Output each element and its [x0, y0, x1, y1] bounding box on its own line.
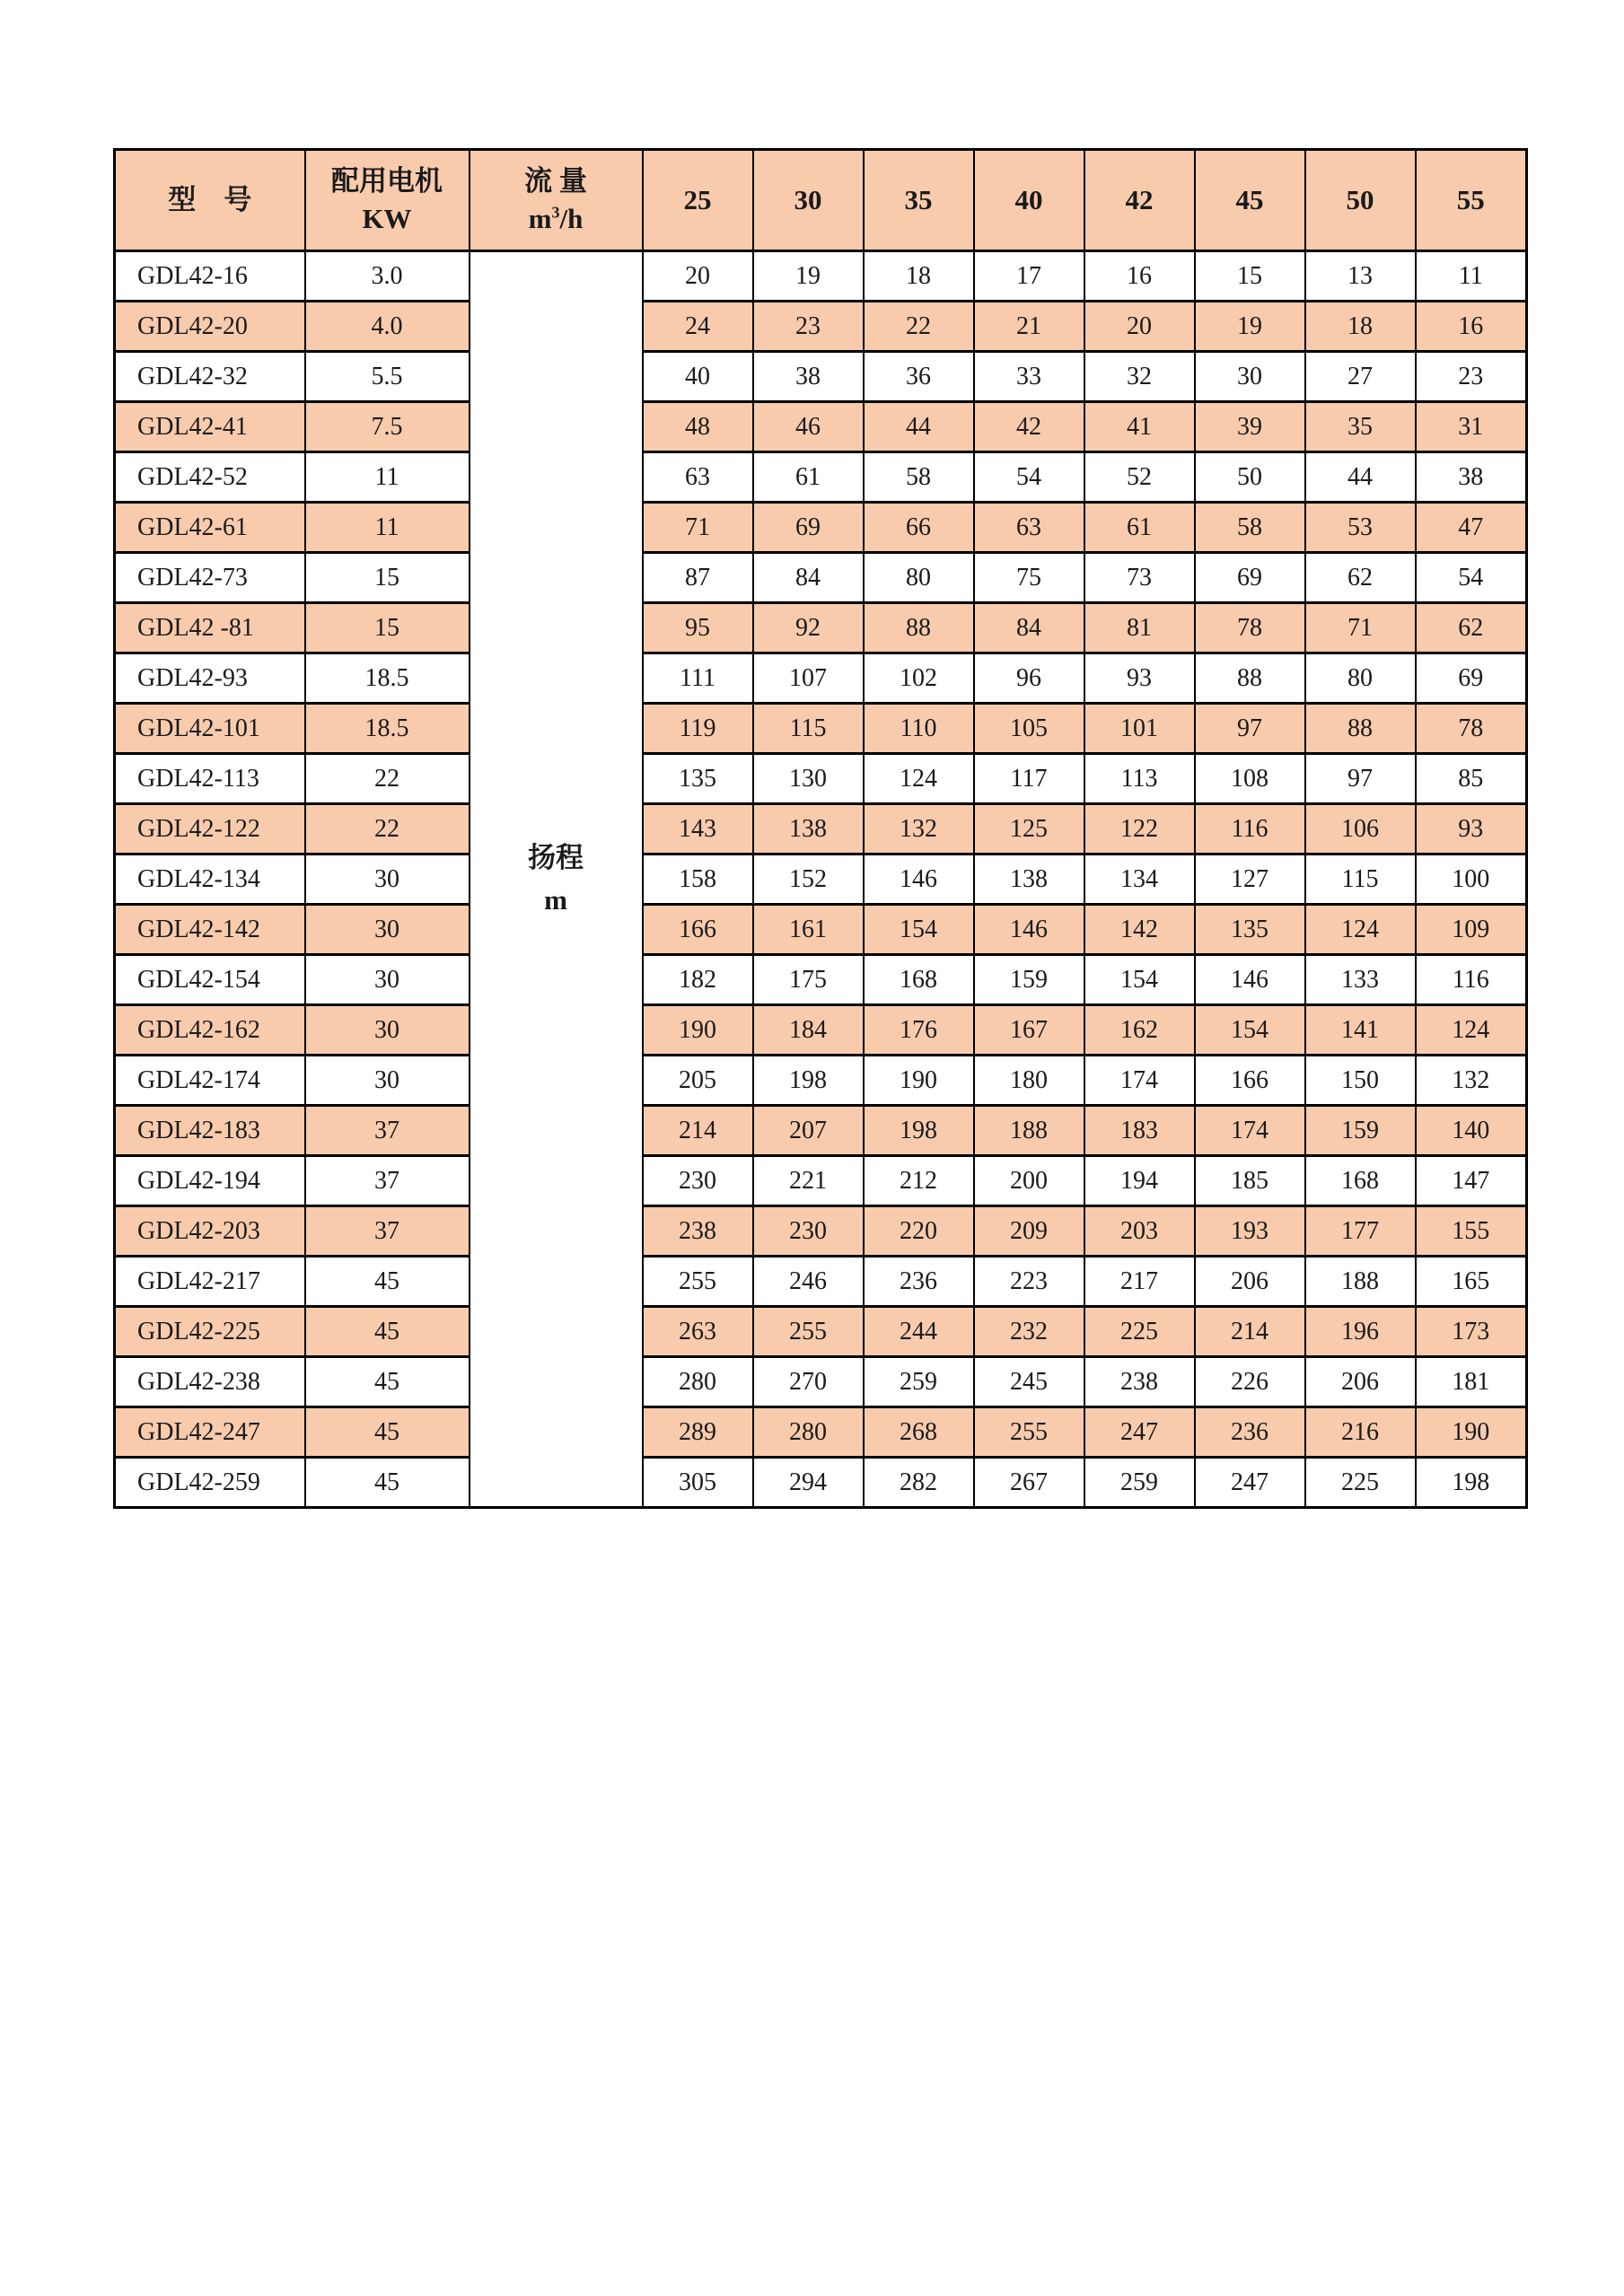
head-value-cell: 38	[1416, 452, 1527, 503]
head-value-cell: 111	[643, 653, 753, 704]
head-value-cell: 190	[643, 1005, 753, 1056]
head-value-cell: 216	[1305, 1407, 1416, 1458]
table-row	[115, 754, 1527, 804]
head-value-cell: 255	[753, 1307, 864, 1357]
table-row	[115, 1056, 1527, 1106]
head-value-cell: 226	[1195, 1357, 1305, 1407]
table-row	[115, 1257, 1527, 1307]
model-cell: GDL42-41	[115, 402, 305, 452]
head-value-cell: 255	[974, 1407, 1084, 1458]
head-value-cell: 32	[1084, 352, 1195, 402]
head-value-cell: 206	[1305, 1357, 1416, 1407]
head-value-cell: 61	[1084, 503, 1195, 553]
model-cell: GDL42-217	[115, 1257, 305, 1307]
head-value-cell: 108	[1195, 754, 1305, 804]
motor-kw-cell: 18.5	[305, 704, 470, 754]
head-value-cell: 95	[643, 603, 753, 653]
motor-kw-cell: 18.5	[305, 653, 470, 704]
model-cell: GDL42-203	[115, 1206, 305, 1257]
head-value-cell: 162	[1084, 1005, 1195, 1056]
head-value-cell: 159	[974, 955, 1084, 1005]
head-value-cell: 165	[1416, 1257, 1527, 1307]
head-value-cell: 96	[974, 653, 1084, 704]
head-value-cell: 62	[1416, 603, 1527, 653]
head-value-cell: 214	[643, 1106, 753, 1156]
header-flow-col: 40	[974, 150, 1084, 251]
head-value-cell: 17	[974, 251, 1084, 302]
model-cell: GDL42-259	[115, 1458, 305, 1508]
head-value-cell: 225	[1305, 1458, 1416, 1508]
header-flow	[470, 150, 643, 251]
head-value-cell: 69	[753, 503, 864, 553]
table-row	[115, 402, 1527, 452]
head-value-cell: 20	[643, 251, 753, 302]
head-value-cell: 124	[1416, 1005, 1527, 1056]
motor-kw-cell: 45	[305, 1407, 470, 1458]
head-value-cell: 147	[1416, 1156, 1527, 1206]
head-value-cell: 35	[1305, 402, 1416, 452]
head-value-cell: 181	[1416, 1357, 1527, 1407]
head-value-cell: 105	[974, 704, 1084, 754]
head-value-cell: 54	[974, 452, 1084, 503]
model-cell: GDL42-93	[115, 653, 305, 704]
head-value-cell: 188	[974, 1106, 1084, 1156]
head-value-cell: 154	[1195, 1005, 1305, 1056]
model-cell: GDL42-162	[115, 1005, 305, 1056]
model-cell: GDL42 -81	[115, 603, 305, 653]
model-cell: GDL42-194	[115, 1156, 305, 1206]
head-value-cell: 161	[753, 905, 864, 955]
header-model	[115, 150, 305, 251]
head-value-cell: 130	[753, 754, 864, 804]
head-value-cell: 200	[974, 1156, 1084, 1206]
head-value-cell: 209	[974, 1206, 1084, 1257]
head-value-cell: 232	[974, 1307, 1084, 1357]
head-value-cell: 18	[864, 251, 974, 302]
pump-spec-table	[113, 148, 1528, 1509]
head-value-cell: 100	[1416, 854, 1527, 905]
head-label: 扬程	[528, 842, 584, 873]
head-value-cell: 294	[753, 1458, 864, 1508]
head-value-cell: 102	[864, 653, 974, 704]
head-value-cell: 190	[1416, 1407, 1527, 1458]
head-value-cell: 183	[1084, 1106, 1195, 1156]
motor-kw-cell: 4.0	[305, 302, 470, 352]
head-value-cell: 184	[753, 1005, 864, 1056]
head-value-cell: 16	[1084, 251, 1195, 302]
head-value-cell: 11	[1416, 251, 1527, 302]
header-flow-label: 流 量	[524, 165, 587, 197]
head-value-cell: 206	[1195, 1257, 1305, 1307]
head-value-cell: 88	[1195, 653, 1305, 704]
head-value-cell: 203	[1084, 1206, 1195, 1257]
head-value-cell: 46	[753, 402, 864, 452]
head-value-cell: 146	[974, 905, 1084, 955]
table-row	[115, 1407, 1527, 1458]
table-row	[115, 1005, 1527, 1056]
head-value-cell: 185	[1195, 1156, 1305, 1206]
motor-kw-cell: 30	[305, 905, 470, 955]
head-value-cell: 198	[1416, 1458, 1527, 1508]
header-flow-unit: $m^3/h$	[528, 203, 584, 234]
model-cell: GDL42-52	[115, 452, 305, 503]
header-flow-col: 25	[643, 150, 753, 251]
head-value-cell: 134	[1084, 854, 1195, 905]
head-value-cell: 289	[643, 1407, 753, 1458]
head-value-cell: 101	[1084, 704, 1195, 754]
head-value-cell: 194	[1084, 1156, 1195, 1206]
head-value-cell: 143	[643, 804, 753, 854]
table-row	[115, 1106, 1527, 1156]
head-value-cell: 132	[1416, 1056, 1527, 1106]
head-value-cell: 132	[864, 804, 974, 854]
motor-kw-cell: 37	[305, 1156, 470, 1206]
table-row	[115, 553, 1527, 603]
table-row	[115, 1357, 1527, 1407]
head-value-cell: 198	[753, 1056, 864, 1106]
head-value-cell: 115	[753, 704, 864, 754]
motor-kw-cell: 45	[305, 1357, 470, 1407]
table-row	[115, 704, 1527, 754]
model-cell: GDL42-20	[115, 302, 305, 352]
table-row	[115, 603, 1527, 653]
head-value-cell: 280	[643, 1357, 753, 1407]
head-value-cell: 88	[864, 603, 974, 653]
header-flow-col: 35	[864, 150, 974, 251]
head-value-cell: 84	[753, 553, 864, 603]
head-value-cell: 236	[864, 1257, 974, 1307]
model-cell: GDL42-134	[115, 854, 305, 905]
head-value-cell: 21	[974, 302, 1084, 352]
table-row	[115, 955, 1527, 1005]
head-value-cell: 205	[643, 1056, 753, 1106]
head-value-cell: 263	[643, 1307, 753, 1357]
head-value-cell: 280	[753, 1407, 864, 1458]
motor-kw-cell: 7.5	[305, 402, 470, 452]
head-value-cell: 267	[974, 1458, 1084, 1508]
head-value-cell: 150	[1305, 1056, 1416, 1106]
head-value-cell: 69	[1195, 553, 1305, 603]
table-body	[115, 251, 1527, 1508]
head-value-cell: 125	[974, 804, 1084, 854]
head-value-cell: 63	[643, 452, 753, 503]
head-value-cell: 247	[1084, 1407, 1195, 1458]
motor-kw-cell: 22	[305, 754, 470, 804]
table-row	[115, 251, 1527, 302]
head-value-cell: 124	[1305, 905, 1416, 955]
head-value-cell: 48	[643, 402, 753, 452]
model-cell: GDL42-174	[115, 1056, 305, 1106]
head-value-cell: 66	[864, 503, 974, 553]
model-cell: GDL42-142	[115, 905, 305, 955]
head-value-cell: 27	[1305, 352, 1416, 402]
motor-kw-cell: 30	[305, 955, 470, 1005]
head-value-cell: 188	[1305, 1257, 1416, 1307]
head-value-cell: 117	[974, 754, 1084, 804]
head-value-cell: 138	[974, 854, 1084, 905]
head-value-cell: 168	[864, 955, 974, 1005]
head-value-cell: 80	[864, 553, 974, 603]
head-value-cell: 217	[1084, 1257, 1195, 1307]
motor-kw-cell: 15	[305, 603, 470, 653]
head-value-cell: 75	[974, 553, 1084, 603]
head-value-cell: 110	[864, 704, 974, 754]
head-value-cell: 270	[753, 1357, 864, 1407]
head-value-cell: 268	[864, 1407, 974, 1458]
head-value-cell: 39	[1195, 402, 1305, 452]
head-value-cell: 223	[974, 1257, 1084, 1307]
head-value-cell: 23	[1416, 352, 1527, 402]
head-value-cell: 97	[1195, 704, 1305, 754]
motor-kw-cell: 15	[305, 553, 470, 603]
head-value-cell: 135	[1195, 905, 1305, 955]
header-motor	[305, 150, 470, 251]
table-row	[115, 352, 1527, 402]
table-row	[115, 905, 1527, 955]
head-value-cell: 71	[1305, 603, 1416, 653]
head-value-cell: 93	[1084, 653, 1195, 704]
head-value-cell: 122	[1084, 804, 1195, 854]
head-value-cell: 207	[753, 1106, 864, 1156]
head-value-cell: 174	[1084, 1056, 1195, 1106]
head-value-cell: 80	[1305, 653, 1416, 704]
head-value-cell: 238	[643, 1206, 753, 1257]
motor-kw-cell: 30	[305, 854, 470, 905]
head-value-cell: 47	[1416, 503, 1527, 553]
head-value-cell: 106	[1305, 804, 1416, 854]
head-value-cell: 24	[643, 302, 753, 352]
head-value-cell: 238	[1084, 1357, 1195, 1407]
head-value-cell: 52	[1084, 452, 1195, 503]
head-value-cell: 109	[1416, 905, 1527, 955]
head-value-cell: 166	[643, 905, 753, 955]
head-value-cell: 41	[1084, 402, 1195, 452]
head-value-cell: 214	[1195, 1307, 1305, 1357]
head-value-cell: 16	[1416, 302, 1527, 352]
header-flow-col: 42	[1084, 150, 1195, 251]
head-value-cell: 166	[1195, 1056, 1305, 1106]
head-value-cell: 168	[1305, 1156, 1416, 1206]
head-value-cell: 255	[643, 1257, 753, 1307]
head-value-cell: 62	[1305, 553, 1416, 603]
head-value-cell: 30	[1195, 352, 1305, 402]
head-value-cell: 246	[753, 1257, 864, 1307]
head-value-cell: 127	[1195, 854, 1305, 905]
head-value-cell: 230	[643, 1156, 753, 1206]
head-value-cell: 133	[1305, 955, 1416, 1005]
head-value-cell: 58	[864, 452, 974, 503]
head-value-cell: 182	[643, 955, 753, 1005]
head-value-cell: 146	[864, 854, 974, 905]
motor-kw-cell: 37	[305, 1106, 470, 1156]
head-value-cell: 167	[974, 1005, 1084, 1056]
head-value-cell: 124	[864, 754, 974, 804]
table-row	[115, 653, 1527, 704]
model-cell: GDL42-16	[115, 251, 305, 302]
head-value-cell: 154	[1084, 955, 1195, 1005]
head-unit-merged-cell	[470, 251, 643, 1508]
table-row	[115, 452, 1527, 503]
table-row	[115, 1206, 1527, 1257]
table-row	[115, 1458, 1527, 1508]
head-value-cell: 50	[1195, 452, 1305, 503]
head-value-cell: 44	[1305, 452, 1416, 503]
head-value-cell: 176	[864, 1005, 974, 1056]
head-value-cell: 180	[974, 1056, 1084, 1106]
head-value-cell: 282	[864, 1458, 974, 1508]
head-value-cell: 85	[1416, 754, 1527, 804]
head-value-cell: 146	[1195, 955, 1305, 1005]
head-value-cell: 81	[1084, 603, 1195, 653]
head-value-cell: 69	[1416, 653, 1527, 704]
model-cell: GDL42-73	[115, 553, 305, 603]
head-value-cell: 113	[1084, 754, 1195, 804]
head-value-cell: 245	[974, 1357, 1084, 1407]
model-cell: GDL42-101	[115, 704, 305, 754]
head-value-cell: 196	[1305, 1307, 1416, 1357]
table-row	[115, 804, 1527, 854]
table-row	[115, 1307, 1527, 1357]
head-value-cell: 138	[753, 804, 864, 854]
motor-kw-cell: 5.5	[305, 352, 470, 402]
motor-kw-cell: 45	[305, 1307, 470, 1357]
head-value-cell: 40	[643, 352, 753, 402]
motor-kw-cell: 30	[305, 1005, 470, 1056]
head-value-cell: 13	[1305, 251, 1416, 302]
head-value-cell: 88	[1305, 704, 1416, 754]
head-value-cell: 61	[753, 452, 864, 503]
head-value-cell: 15	[1195, 251, 1305, 302]
table-row	[115, 1156, 1527, 1206]
head-value-cell: 116	[1416, 955, 1527, 1005]
model-cell: GDL42-61	[115, 503, 305, 553]
head-value-cell: 155	[1416, 1206, 1527, 1257]
head-value-cell: 236	[1195, 1407, 1305, 1458]
head-value-cell: 44	[864, 402, 974, 452]
head-value-cell: 140	[1416, 1106, 1527, 1156]
model-cell: GDL42-122	[115, 804, 305, 854]
head-value-cell: 259	[1084, 1458, 1195, 1508]
head-value-cell: 225	[1084, 1307, 1195, 1357]
head-value-cell: 36	[864, 352, 974, 402]
head-unit: m	[544, 883, 567, 916]
head-value-cell: 58	[1195, 503, 1305, 553]
head-value-cell: 119	[643, 704, 753, 754]
motor-kw-cell: 11	[305, 503, 470, 553]
model-cell: GDL42-225	[115, 1307, 305, 1357]
head-value-cell: 38	[753, 352, 864, 402]
header-flow-col: 30	[753, 150, 864, 251]
header-flow-col: 55	[1416, 150, 1527, 251]
head-value-cell: 259	[864, 1357, 974, 1407]
head-value-cell: 158	[643, 854, 753, 905]
head-value-cell: 31	[1416, 402, 1527, 452]
head-value-cell: 54	[1416, 553, 1527, 603]
head-value-cell: 159	[1305, 1106, 1416, 1156]
motor-kw-cell: 22	[305, 804, 470, 854]
head-value-cell: 244	[864, 1307, 974, 1357]
head-value-cell: 142	[1084, 905, 1195, 955]
head-value-cell: 115	[1305, 854, 1416, 905]
head-value-cell: 212	[864, 1156, 974, 1206]
model-cell: GDL42-154	[115, 955, 305, 1005]
head-value-cell: 247	[1195, 1458, 1305, 1508]
head-value-cell: 92	[753, 603, 864, 653]
head-value-cell: 73	[1084, 553, 1195, 603]
head-value-cell: 71	[643, 503, 753, 553]
header-flow-col: 50	[1305, 150, 1416, 251]
head-value-cell: 78	[1195, 603, 1305, 653]
head-value-cell: 154	[864, 905, 974, 955]
table-row	[115, 503, 1527, 553]
header-flow-col: 45	[1195, 150, 1305, 251]
head-value-cell: 152	[753, 854, 864, 905]
model-cell: GDL42-183	[115, 1106, 305, 1156]
head-value-cell: 220	[864, 1206, 974, 1257]
head-value-cell: 116	[1195, 804, 1305, 854]
model-cell: GDL42-113	[115, 754, 305, 804]
head-value-cell: 22	[864, 302, 974, 352]
header-motor-label: 配用电机	[331, 165, 443, 197]
head-value-cell: 18	[1305, 302, 1416, 352]
head-value-cell: 305	[643, 1458, 753, 1508]
head-value-cell: 190	[864, 1056, 974, 1106]
head-value-cell: 135	[643, 754, 753, 804]
motor-kw-cell: 37	[305, 1206, 470, 1257]
head-value-cell: 175	[753, 955, 864, 1005]
header-motor-unit: KW	[362, 203, 412, 234]
motor-kw-cell: 45	[305, 1257, 470, 1307]
model-cell: GDL42-238	[115, 1357, 305, 1407]
head-value-cell: 53	[1305, 503, 1416, 553]
head-value-cell: 174	[1195, 1106, 1305, 1156]
head-value-cell: 33	[974, 352, 1084, 402]
head-value-cell: 198	[864, 1106, 974, 1156]
model-cell: GDL42-32	[115, 352, 305, 402]
head-value-cell: 87	[643, 553, 753, 603]
head-value-cell: 23	[753, 302, 864, 352]
motor-kw-cell: 3.0	[305, 251, 470, 302]
head-value-cell: 173	[1416, 1307, 1527, 1357]
head-value-cell: 20	[1084, 302, 1195, 352]
model-cell: GDL42-247	[115, 1407, 305, 1458]
head-value-cell: 93	[1416, 804, 1527, 854]
motor-kw-cell: 45	[305, 1458, 470, 1508]
head-value-cell: 107	[753, 653, 864, 704]
head-value-cell: 221	[753, 1156, 864, 1206]
head-value-cell: 19	[1195, 302, 1305, 352]
head-value-cell: 177	[1305, 1206, 1416, 1257]
head-value-cell: 42	[974, 402, 1084, 452]
header-model-label: 型 号	[168, 184, 252, 216]
head-value-cell: 230	[753, 1206, 864, 1257]
head-value-cell: 84	[974, 603, 1084, 653]
head-value-cell: 19	[753, 251, 864, 302]
head-value-cell: 97	[1305, 754, 1416, 804]
header-row	[115, 150, 1527, 251]
head-value-cell: 63	[974, 503, 1084, 553]
table-row	[115, 302, 1527, 352]
head-value-cell: 78	[1416, 704, 1527, 754]
head-value-cell: 141	[1305, 1005, 1416, 1056]
table-row	[115, 854, 1527, 905]
motor-kw-cell: 30	[305, 1056, 470, 1106]
head-value-cell: 193	[1195, 1206, 1305, 1257]
motor-kw-cell: 11	[305, 452, 470, 503]
